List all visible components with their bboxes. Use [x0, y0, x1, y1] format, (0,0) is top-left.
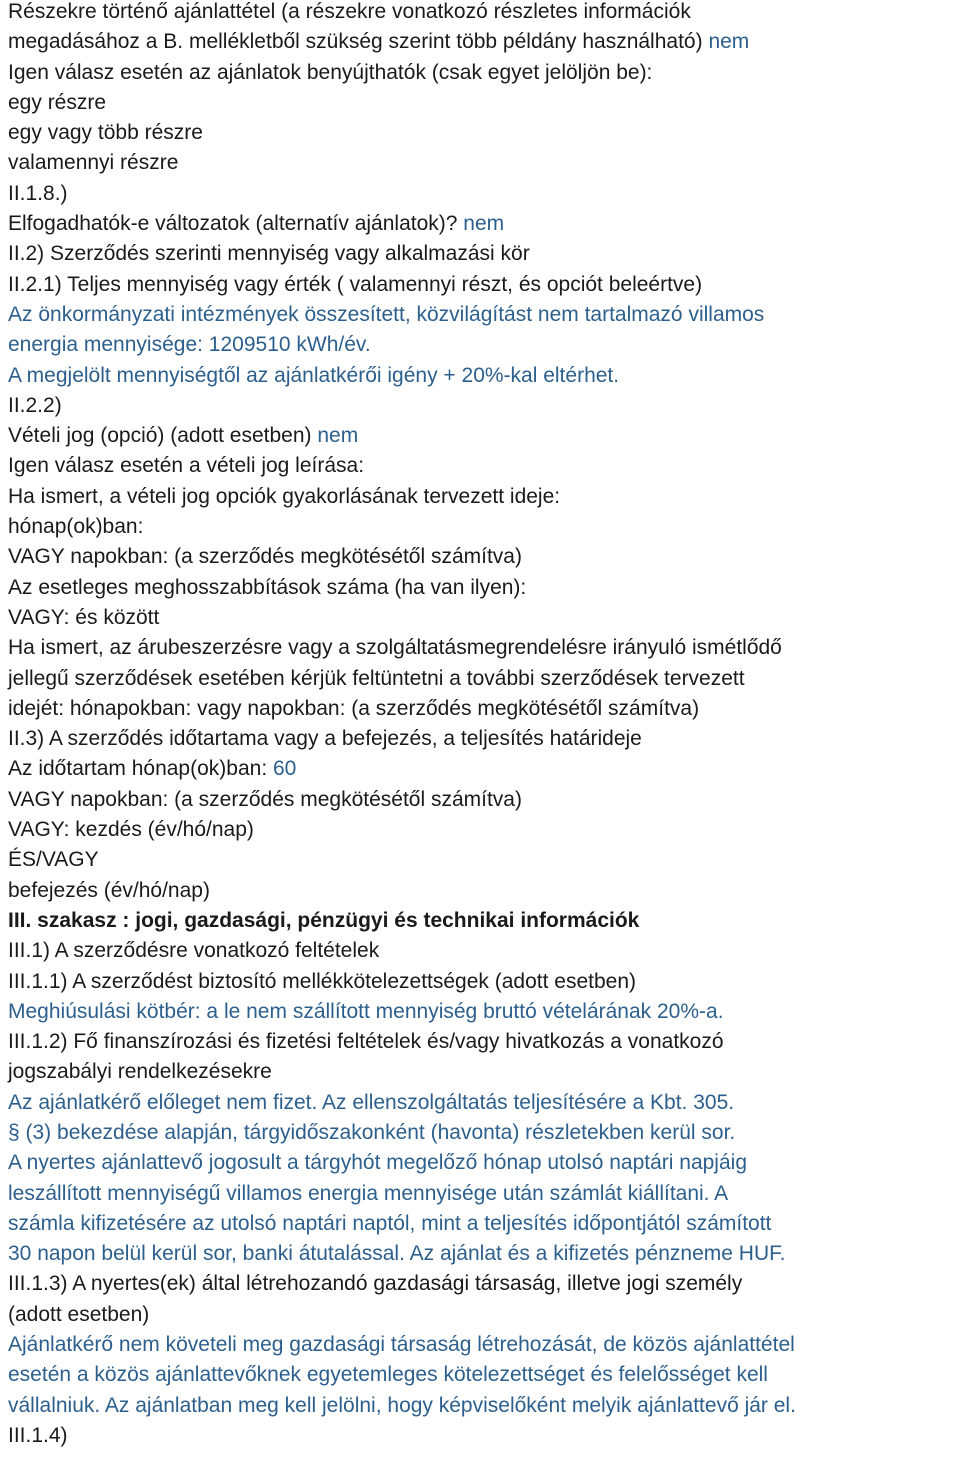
text-line: valamennyi részre — [8, 151, 179, 175]
text-line: Részekre történő ajánlattétel (a részekre vonatkozó részletes információk — [8, 0, 691, 23]
answer-value: nem — [463, 212, 505, 236]
answer-text: § (3) bekezdése alapján, tárgyidőszakonként (havonta) részletekben kerül sor. — [8, 1120, 736, 1144]
text-line: egy vagy több részre — [8, 121, 203, 145]
text-line: Ha ismert, az árubeszerzésre vagy a szolgáltatásmegrendelésre irányuló ismétlődő — [8, 636, 782, 660]
text-line — [8, 421, 960, 451]
answer-text: vállalniuk. Az ajánlatban meg kell jelölni, hogy képviselőként melyik ajánlattevő jár el. — [8, 1393, 796, 1417]
section-heading: II.2.1) Teljes mennyiség vagy érték ( valamennyi részt, és opciót beleértve) — [8, 272, 703, 296]
answer-value: nem — [317, 424, 359, 448]
section-heading: III.1) A szerződésre vonatkozó feltételek — [8, 939, 380, 963]
text-line: ÉS/VAGY — [8, 848, 99, 872]
section-heading: (adott esetben) — [8, 1302, 150, 1326]
text-segment: megadásához a B. mellékletből szükség szerint több példány használható) — [8, 30, 703, 54]
answer-text: számla kifizetésére az utolsó naptári naptól, mint a teljesítés időpontjától számított — [8, 1211, 772, 1235]
section-heading: III.1.4) — [8, 1423, 68, 1447]
text-line: VAGY napokban: (a szerződés megkötésétől számítva) — [8, 787, 522, 811]
text-line: befejezés (év/hó/nap) — [8, 878, 210, 902]
answer-text: 30 napon belül kerül sor, banki átutalással. Az ajánlat és a kifizetés pénzneme HUF. — [8, 1242, 786, 1266]
answer-text: Meghiúsulási kötbér: a le nem szállított mennyiség bruttó vételárának 20%-a. — [8, 999, 724, 1023]
text-line — [8, 27, 960, 57]
text-line: hónap(ok)ban: — [8, 515, 144, 539]
text-line: jellegű szerződések esetében kérjük feltüntetni a további szerződések tervezett — [8, 666, 745, 690]
answer-text: A nyertes ajánlattevő jogosult a tárgyhót megelőző hónap utolsó naptári napjáig — [8, 1151, 747, 1175]
text-segment: Elfogadhatók-e változatok (alternatív ajánlatok)? — [8, 212, 458, 236]
answer-text: Az ajánlatkérő előleget nem fizet. Az ellenszolgáltatás teljesítésére a Kbt. 305. — [8, 1090, 735, 1114]
answer-text: energia mennyisége: 1209510 kWh/év. — [8, 333, 371, 357]
text-segment: Vételi jog (opció) (adott esetben) — [8, 424, 312, 448]
text-line: VAGY napokban: (a szerződés megkötésétől számítva) — [8, 545, 522, 569]
answer-value: 60 — [273, 757, 297, 781]
text-line: Igen válasz esetén a vételi jog leírása: — [8, 454, 365, 478]
text-line: VAGY: kezdés (év/hó/nap) — [8, 818, 254, 842]
text-segment: Az időtartam hónap(ok)ban: — [8, 757, 268, 781]
answer-text: A megjelölt mennyiségtől az ajánlatkérői igény + 20%-kal eltérhet. — [8, 363, 620, 387]
text-line: Ha ismert, a vételi jog opciók gyakorlásának tervezett ideje: — [8, 484, 561, 508]
answer-text: leszállított mennyiségű villamos energia mennyisége után számlát kiállítani. A — [8, 1181, 729, 1205]
section-heading: jogszabályi rendelkezésekre — [8, 1060, 272, 1084]
text-line: Az esetleges meghosszabbítások száma (ha van ilyen): — [8, 575, 527, 599]
section-heading: III.1.1) A szerződést biztosító mellékkötelezettségek (adott esetben) — [8, 969, 637, 993]
answer-value: nem — [708, 30, 750, 54]
text-line: idejét: hónapokban: vagy napokban: (a szerződés megkötésétől számítva) — [8, 696, 700, 720]
section-heading: III.1.3) A nyertes(ek) által létrehozandó gazdasági társaság, illetve jogi személy — [8, 1272, 743, 1296]
section-heading: III.1.2) Fő finanszírozási és fizetési feltételek és/vagy hivatkozás a vonatkozó — [8, 1030, 724, 1054]
answer-text: Az önkormányzati intézmények összesített, közvilágítást nem tartalmazó villamos — [8, 302, 765, 326]
part-heading: III. szakasz : jogi, gazdasági, pénzügyi és technikai információk — [8, 908, 640, 932]
text-line: VAGY: és között — [8, 605, 160, 629]
section-heading: II.1.8.) — [8, 181, 68, 205]
section-heading: II.2) Szerződés szerinti mennyiség vagy alkalmazási kör — [8, 242, 530, 266]
answer-text: Ajánlatkérő nem követeli meg gazdasági társaság létrehozását, de közös ajánlattétel — [8, 1333, 795, 1357]
section-heading: II.2.2) — [8, 393, 62, 417]
text-line: Igen válasz esetén az ajánlatok benyújthatók (csak egyet jelöljön be): — [8, 60, 653, 84]
text-line — [8, 209, 960, 239]
section-heading: II.3) A szerződés időtartama vagy a befejezés, a teljesítés határideje — [8, 727, 642, 751]
text-line — [8, 754, 960, 784]
answer-text: esetén a közös ajánlattevőknek egyetemleges kötelezettséget és felelősséget kell — [8, 1363, 768, 1387]
text-line: egy részre — [8, 90, 107, 114]
